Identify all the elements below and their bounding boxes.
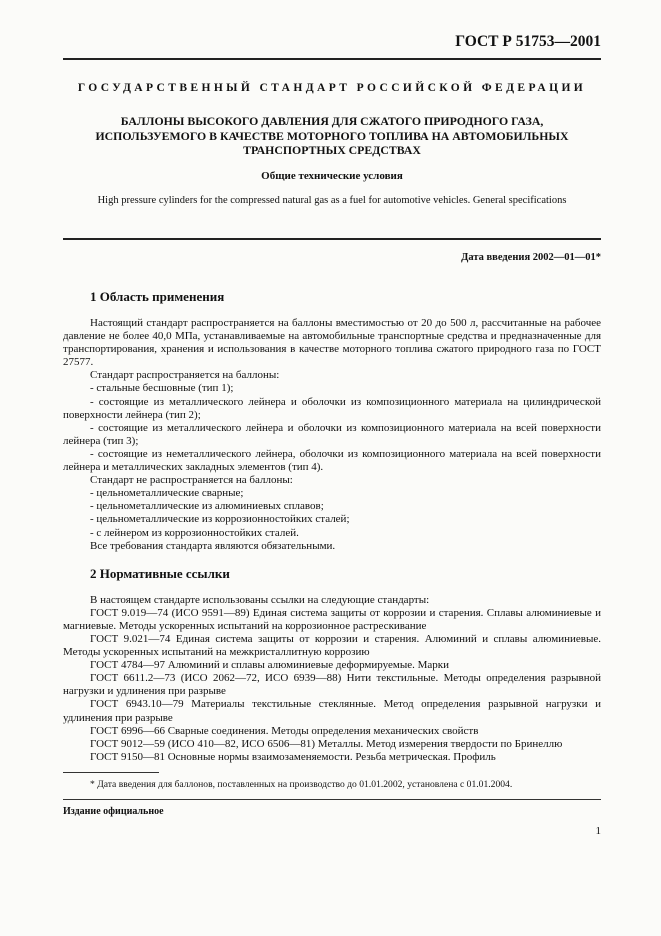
list-item: - состоящие из металлического лейнера и оболочки из композиционного материала на цилиндрической поверхности лейнера (тип 2); xyxy=(63,395,601,421)
agency-title: ГОСУДАРСТВЕННЫЙ СТАНДАРТ РОССИЙСКОЙ ФЕДЕРАЦИИ xyxy=(77,82,587,94)
effective-date: Дата введения 2002—01—01* xyxy=(461,252,601,263)
reference-item: ГОСТ 9012—59 (ИСО 410—82, ИСО 6506—81) Металлы. Метод измерения твердости по Бринеллю xyxy=(90,737,563,750)
paragraph: Все требования стандарта являются обязательными. xyxy=(90,539,336,552)
reference-item: ГОСТ 9150—81 Основные нормы взаимозаменяемости. Резьба метрическая. Профиль xyxy=(90,750,496,763)
edition-label: Издание официальное xyxy=(63,806,164,817)
paragraph: Стандарт не распространяется на баллоны: xyxy=(90,474,293,487)
reference-item: ГОСТ 9.019—74 (ИСО 9591—89) Единая система защиты от коррозии и старения. Сплавы алюминиевые и магниевые. Методы ускоренных испытаний на коррозионное растрескивание xyxy=(63,606,601,632)
standard-title xyxy=(63,114,601,158)
section-2-heading: 2 Нормативные ссылки xyxy=(90,565,230,581)
title-line-3: ТРАНСПОРТНЫХ СРЕДСТВАХ xyxy=(243,143,421,157)
edition-rule xyxy=(63,799,601,800)
footnote-rule xyxy=(63,772,159,773)
list-item: - цельнометаллические из коррозионностойких сталей; xyxy=(90,513,350,526)
list-item: - стальные бесшовные (тип 1); xyxy=(90,382,234,395)
standard-subtitle: Общие технические условия xyxy=(261,170,403,182)
reference-item: ГОСТ 6943.10—79 Материалы текстильные стеклянные. Метод определения разрывной нагрузки и удлинения при разрыве xyxy=(63,698,601,724)
list-item: - с лейнером из коррозионностойких сталей. xyxy=(90,526,299,539)
paragraph: В настоящем стандарте использованы ссылки на следующие стандарты: xyxy=(90,593,430,606)
title-line-2: ИСПОЛЬЗУЕМОГО В КАЧЕСТВЕ МОТОРНОГО ТОПЛИВА НА АВТОМОБИЛЬНЫХ xyxy=(95,128,569,143)
list-item: - цельнометаллические из алюминиевых сплавов; xyxy=(90,500,324,513)
title-line-1: БАЛЛОНЫ ВЫСОКОГО ДАВЛЕНИЯ ДЛЯ СЖАТОГО ПРИРОДНОГО ГАЗА, xyxy=(120,114,544,128)
list-item: - цельнометаллические сварные; xyxy=(90,487,244,500)
english-title: High pressure cylinders for the compressed natural gas as a fuel for automotive vehicles. General specifications xyxy=(97,195,567,206)
top-rule xyxy=(63,58,601,60)
page-number: 1 xyxy=(595,825,601,837)
footnote: * Дата введения для баллонов, поставленных на производство до 01.01.2002, установлена с 01.01.2004. xyxy=(90,779,513,790)
reference-item: ГОСТ 4784—97 Алюминий и сплавы алюминиевые деформируемые. Марки xyxy=(90,659,449,672)
paragraph: Стандарт распространяется на баллоны: xyxy=(90,369,280,382)
reference-item: ГОСТ 6611.2—73 (ИСО 2062—72, ИСО 6939—88) Нити текстильные. Методы определения разрывной нагрузки и удлинения при разрыве xyxy=(63,672,601,698)
reference-item: ГОСТ 6996—66 Сварные соединения. Методы определения механических свойств xyxy=(90,724,479,737)
document-body xyxy=(63,289,601,764)
list-item: - состоящие из неметаллического лейнера, оболочки из композиционного материала на всей поверхности лейнера и металлических закладных элементов (тип 4). xyxy=(63,447,601,474)
section-1-heading: 1 Область применения xyxy=(90,289,225,304)
paragraph: Настоящий стандарт распространяется на баллоны вместимостью от 20 до 500 л, рассчитанные на рабочее давление не более 40,0 МПа, устанавливаемые на автомобильные транспортные средства и предназначенные для транспортирования, хранения и использования в качестве моторного топлива сжатого природного газа по ГОСТ 27577. xyxy=(63,317,601,369)
list-item: - состоящие из металлического лейнера и оболочки из композиционного материала на всей поверхности лейнера (тип 3); xyxy=(63,421,601,447)
reference-item: ГОСТ 9.021—74 Единая система защиты от коррозии и старения. Алюминий и сплавы алюминиевые. Методы ускоренных испытаний на межкристаллитную коррозию xyxy=(63,632,601,659)
title-rule xyxy=(63,238,601,240)
document-code: ГОСТ Р 51753—2001 xyxy=(455,33,601,50)
